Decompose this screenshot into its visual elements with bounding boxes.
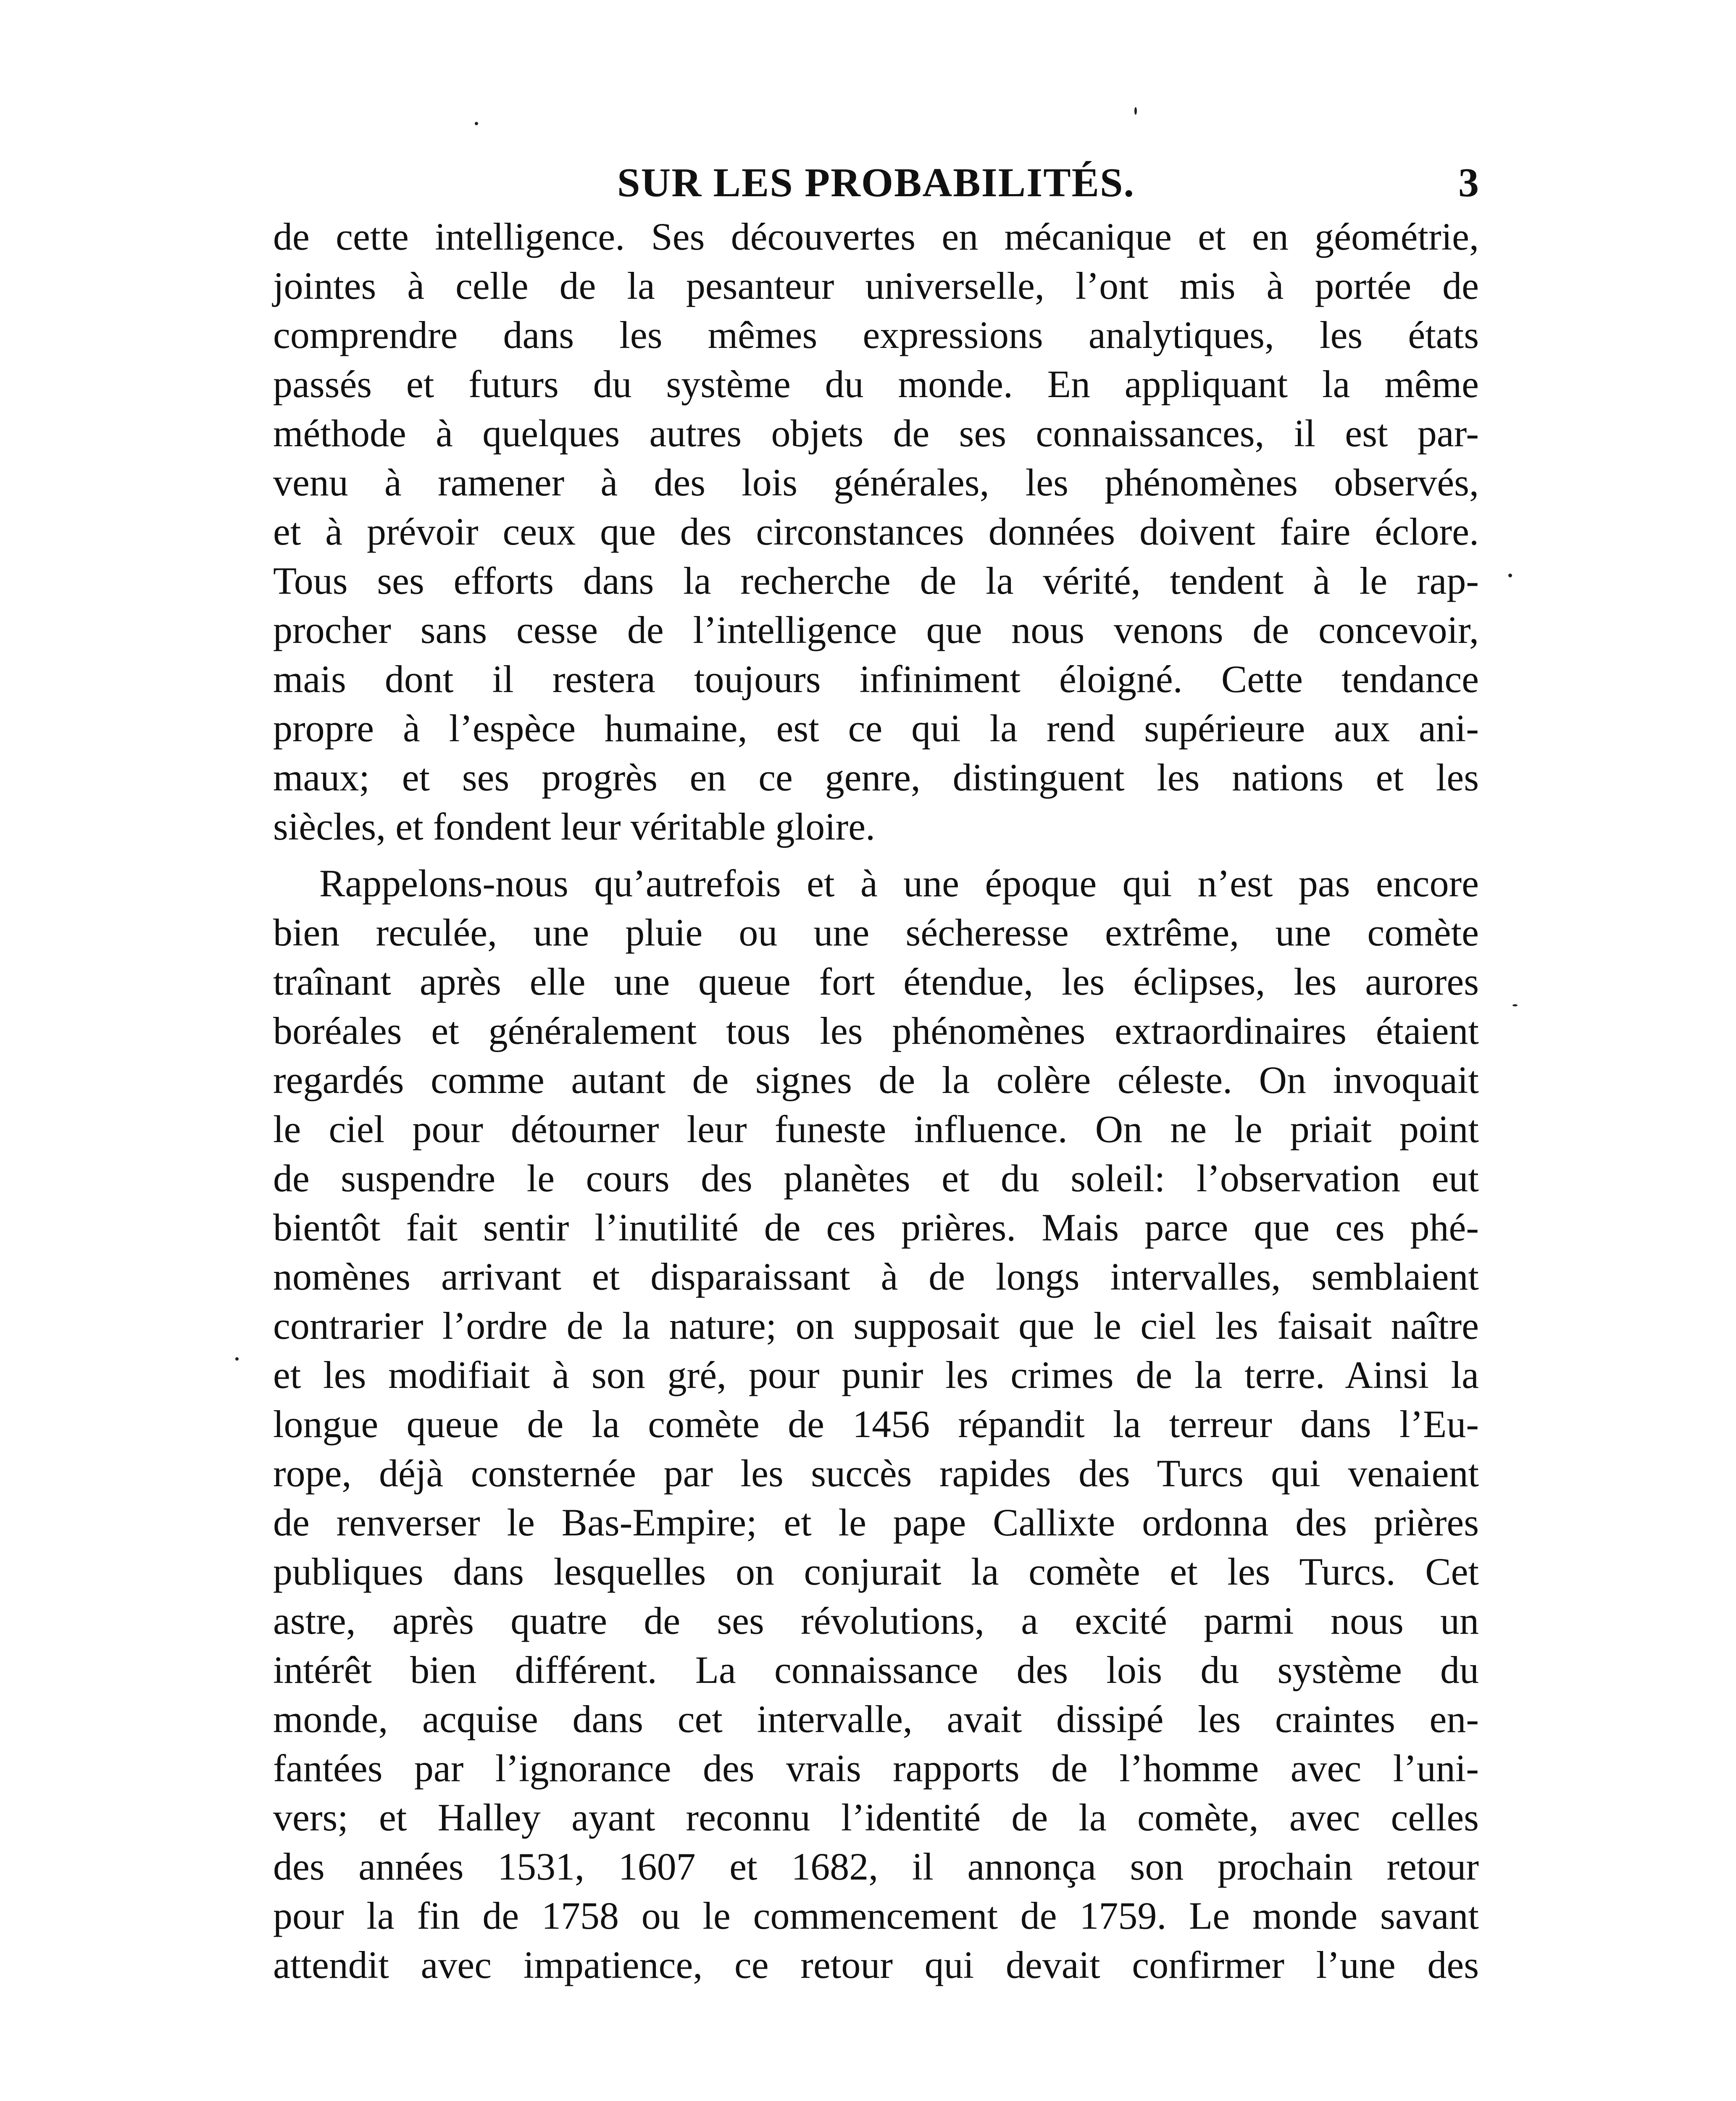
text-line: bien reculée, une pluie ou une sécheresse extrême, une comète	[273, 911, 1479, 954]
text-line: de suspendre le cours des planètes et du soleil: l’observation eut	[273, 1157, 1479, 1200]
text-line: procher sans cesse de l’intelligence que nous venons de concevoir,	[273, 608, 1479, 651]
text-line: publiques dans lesquelles on conjurait la comète et les Turcs. Cet	[273, 1550, 1479, 1593]
text-line: astre, après quatre de ses révolutions, a excité parmi nous un	[273, 1599, 1479, 1642]
text-line: de renverser le Bas-Empire; et le pape Callixte ordonna des prières	[273, 1501, 1479, 1544]
page-header	[273, 160, 1479, 206]
scan-speck	[1134, 107, 1137, 115]
text-line: maux; et ses progrès en ce genre, distinguent les nations et les	[273, 756, 1479, 799]
text-line: méthode à quelques autres objets de ses connaissances, il est par-	[273, 412, 1479, 455]
text-line: comprendre dans les mêmes expressions analytiques, les états	[273, 313, 1479, 356]
scan-speck	[1508, 574, 1512, 577]
text-line: et à prévoir ceux que des circonstances données doivent faire éclore.	[273, 510, 1479, 553]
scan-speck	[1512, 1004, 1518, 1006]
text-line: venu à ramener à des lois générales, les phénomènes observés,	[273, 461, 1479, 504]
text-line: traînant après elle une queue fort étendue, les éclipses, les aurores	[273, 960, 1479, 1003]
text-line: monde, acquise dans cet intervalle, avait dissipé les craintes en-	[273, 1698, 1479, 1740]
text-line: et les modifiait à son gré, pour punir les crimes de la terre. Ainsi la	[273, 1353, 1479, 1396]
scan-speck	[475, 122, 478, 125]
text-line: des années 1531, 1607 et 1682, il annonça son prochain retour	[273, 1845, 1479, 1888]
text-line: propre à l’espèce humaine, est ce qui la rend supérieure aux ani-	[273, 707, 1479, 750]
text-line: Tous ses efforts dans la recherche de la vérité, tendent à le rap-	[273, 559, 1479, 602]
text-line: attendit avec impatience, ce retour qui devait confirmer l’une des	[273, 1943, 1479, 1986]
scan-speck	[235, 1357, 239, 1361]
paragraph-1	[273, 212, 1479, 851]
text-line: le ciel pour détourner leur funeste influence. On ne le priait point	[273, 1108, 1479, 1151]
text-line: passés et futurs du système du monde. En appliquant la même	[273, 363, 1479, 405]
paragraph-2	[273, 859, 1479, 1990]
text-line: boréales et généralement tous les phénomènes extraordinaires étaient	[273, 1009, 1479, 1052]
page-number: 3	[1458, 160, 1479, 205]
text-line: vers; et Halley ayant reconnu l’identité de la comète, avec celles	[273, 1796, 1479, 1839]
text-line: de cette intelligence. Ses découvertes en mécanique et en géométrie,	[273, 215, 1479, 258]
text-line: nomènes arrivant et disparaissant à de longs intervalles, semblaient	[273, 1255, 1479, 1298]
text-line: siècles, et fondent leur véritable gloire.	[273, 805, 876, 848]
text-line: pour la fin de 1758 ou le commencement de 1759. Le monde savant	[273, 1894, 1479, 1937]
body-text	[273, 212, 1479, 1990]
text-line: intérêt bien différent. La connaissance des lois du système du	[273, 1648, 1479, 1691]
text-line: rope, déjà consternée par les succès rapides des Turcs qui venaient	[273, 1452, 1479, 1495]
text-line: regardés comme autant de signes de la colère céleste. On invoquait	[273, 1058, 1479, 1101]
text-line: fantées par l’ignorance des vrais rapports de l’homme avec l’uni-	[273, 1747, 1479, 1790]
text-line: bientôt fait sentir l’inutilité de ces prières. Mais parce que ces phé-	[273, 1206, 1479, 1249]
paragraph-gap	[273, 851, 1479, 859]
text-line: contrarier l’ordre de la nature; on supposait que le ciel les faisait naître	[273, 1304, 1479, 1347]
running-title: SUR LES PROBABILITÉS.	[617, 160, 1135, 205]
text-line: longue queue de la comète de 1456 répandit la terreur dans l’Eu-	[273, 1403, 1479, 1445]
text-line: jointes à celle de la pesanteur universelle, l’ont mis à portée de	[273, 264, 1479, 307]
text-line: mais dont il restera toujours infiniment éloigné. Cette tendance	[273, 658, 1479, 700]
text-line: Rappelons-nous qu’autrefois et à une époque qui n’est pas encore	[319, 862, 1479, 905]
